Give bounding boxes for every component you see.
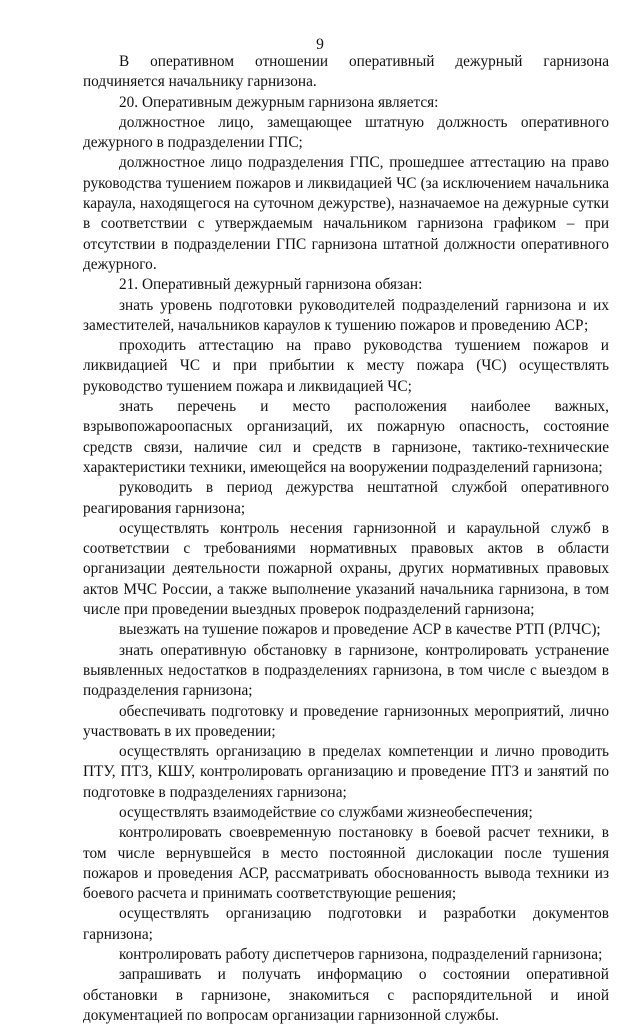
paragraph-duty-certification: проходить аттестацию на право руководства тушением пожаров и ликвидацией ЧС и при прибытии к месту пожара (ЧС) осуществлять руководство тушением пожара и ликвидацией ЧС; [83, 337, 609, 395]
paragraph-duty-dispatchers: контролировать работу диспетчеров гарнизона, подразделений гарнизона; [119, 946, 603, 964]
paragraph-duty-respond-fires: выезжать на тушение пожаров и проведение АСР в качестве РТП (РЛЧС); [119, 621, 601, 639]
paragraph-duty-know-situation: знать оперативную обстановку в гарнизоне, контролировать устранение выявленных недостатков в подразделениях гарнизона, в том числе с выездом в подразделения гарнизона; [83, 641, 609, 700]
paragraph-duty-control-service: осуществлять контроль несения гарнизонной и караульной служб в соответствии с требованиями нормативных правовых актов в области организации деятельности пожарной охраны, других нормативных правовых актов МЧС России, а также выполнение указаний начальника гарнизона, в том числе при проведении выездных проверок подразделений гарнизона; [83, 519, 609, 619]
paragraph-duty-documents: осуществлять организацию подготовки и разработки документов гарнизона; [83, 905, 609, 943]
paragraph-duty-events: обеспечивать подготовку и проведение гарнизонных мероприятий, лично участвовать в их проведении; [83, 702, 609, 740]
paragraph-duty-know-training: знать уровень подготовки руководителей подразделений гарнизона и их заместителей, начальников караулов к тушению пожаров и проведению АСР; [83, 296, 609, 334]
paragraph-duty-exercises: осуществлять организацию в пределах компетенции и лично проводить ПТУ, ПТЗ, КШУ, контролировать организацию и проведение ПТЗ и занятий по подготовке в подразделениях гарнизона; [83, 743, 609, 801]
page-number: 9 [316, 36, 324, 53]
paragraph-certified-officer: должностное лицо подразделения ГПС, прошедшее аттестацию на право руководства тушением пожаров и ликвидацией ЧС (за исключением начальника караула, находящегося на суточном дежурстве), назначаемое на дежурные сутки в соответствии с утверждаемым начальником гарнизона графиком – при отсутствии в подразделении ГПС гарнизона штатной должности оперативного дежурного. [83, 154, 609, 273]
paragraph-duty-interaction: осуществлять взаимодействие со службами жизнеобеспечения; [119, 803, 533, 821]
paragraph-section-21: 21. Оперативный дежурный гарнизона обязан: [119, 276, 423, 294]
paragraph-staff-officer: должностное лицо, замещающее штатную должность оперативного дежурного в подразделении ГПС; [83, 113, 609, 152]
document-body [83, 52, 609, 1026]
paragraph-duty-equipment: контролировать своевременную постановку в боевой расчет техники, в том числе вернувшейся в место постоянной дислокации после тушения пожаров и проведения АСР, рассматривать обоснованность вывода техники из боевого расчета и принимать соответствующие решения; [83, 824, 609, 903]
paragraph-duty-information: запрашивать и получать информацию о состоянии оперативной обстановки в гарнизоне, знакомиться с распорядительной и иной документацией по вопросам организации гарнизонной службы. [83, 966, 609, 1024]
paragraph-section-20: 20. Оперативным дежурным гарнизона является: [119, 93, 439, 111]
paragraph-subordination: В оперативном отношении оперативный дежурный гарнизона подчиняется начальнику гарнизона. [83, 53, 609, 91]
paragraph-duty-response-service: руководить в период дежурства нештатной службой оперативного реагирования гарнизона; [83, 479, 609, 517]
paragraph-duty-know-organizations: знать перечень и место расположения наиболее важных, взрывопожароопасных организаций, их пожарную опасность, состояние средств связи, наличие сил и средств в гарнизоне, тактико-технические характеристики техники, имеющейся на вооружении подразделений гарнизона; [83, 398, 609, 476]
